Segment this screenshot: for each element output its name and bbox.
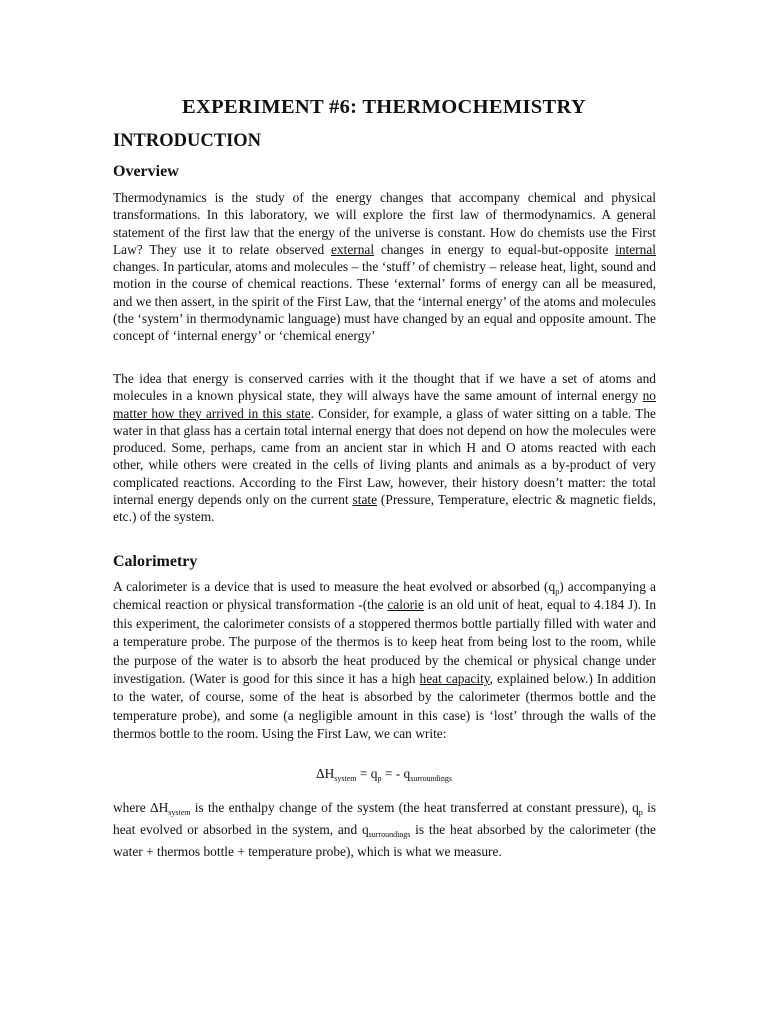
underlined-term: internal — [615, 241, 656, 257]
calorimetry-paragraph-2 — [113, 797, 656, 863]
text-run: The idea that energy is conserved carries with it the thought that if we have a set of atoms and molecules in a known physical state, they will always have the same amount of internal energy — [113, 371, 656, 404]
equation-term: ΔH — [315, 766, 335, 781]
subscript: p — [555, 587, 560, 596]
section-heading: INTRODUCTION — [113, 131, 262, 151]
overview-paragraph-1 — [113, 189, 656, 345]
subscript: system — [168, 808, 191, 817]
text-run: is the heat absorbed by the calorimeter (the water + thermos bottle + temperature probe), which is what we measure. — [113, 822, 656, 859]
underlined-term: heat capacity — [419, 671, 490, 687]
text-run: changes in energy to equal-but-opposite — [374, 241, 616, 257]
equals-sign: = — [356, 766, 371, 781]
text-run: where ΔH — [113, 800, 169, 815]
text-run: is an old unit of heat, equal to 4.184 J). In this experiment, the calorimeter consists of a stoppered thermos bottle partially filled with water and a temperature probe. The purpose of the thermos is to keep heat from being lost to the room, while the purpose of the water is to absorb the heat produced by the chemical or physical change under investigation. (Water is good for this since it has a high — [113, 597, 657, 687]
overview-paragraph-2 — [113, 370, 656, 526]
enthalpy-equation — [0, 766, 768, 782]
text-run: is heat evolved or absorbed in the system, and q — [113, 800, 656, 837]
text-run: changes. In particular, atoms and molecules – the ‘stuff’ of chemistry – release heat, light, sound and motion in the course of chemical reactions. These ‘external’ forms of energy can all be measured, and we then assert, in the spirit of the First Law, that the ‘internal energy’ of the atoms and molecules (the ‘system’ in thermodynamic language) must have changed by an equal and opposite amount. The concept of ‘internal energy’ or ‘chemical energy’ — [113, 259, 656, 344]
subscript: surroundings — [368, 830, 411, 839]
calorimetry-paragraph-1 — [113, 578, 656, 744]
equation-term: q — [403, 766, 411, 781]
subscript: system — [334, 774, 357, 783]
equals-sign: = - — [381, 766, 404, 781]
underlined-term: no matter how they arrived in this state — [113, 388, 656, 421]
subscript: surroundings — [410, 774, 453, 783]
page-title: EXPERIMENT #6: THERMOCHEMISTRY — [182, 96, 586, 118]
text-run: Thermodynamics is the study of the energy changes that accompany chemical and physical transformations. In this laboratory, we will explore the first law of thermodynamics. A general statement of the first law that the energy of the universe is constant. How do chemists use the First Law? They use it to relate observed — [113, 190, 656, 257]
calorimetry-heading: Calorimetry — [113, 553, 198, 570]
underlined-term: external — [330, 241, 375, 257]
overview-heading: Overview — [113, 163, 179, 180]
text-run: A calorimeter is a device that is used to measure the heat evolved or absorbed (q — [113, 579, 556, 594]
text-run: ) accompanying a chemical reaction or physical transformation -(the — [113, 579, 656, 613]
text-run: , explained below.) In addition to the water, of course, some of the heat is absorbed by the calorimeter (thermos bottle and the temperature probe), and some (a negligible amount in this case) is ‘lost’ through the walls of the thermos bottle to the room. Using the First Law, we can write: — [113, 671, 656, 742]
equation-term: q — [370, 766, 378, 781]
subscript: p — [377, 774, 382, 783]
text-run: . Consider, for example, a glass of water sitting on a table. The water in that glass has a certain total internal energy that does not depend on how the molecules were produced. Some, perhaps, came from an ancient star in which H and O atoms reacted with each other, while others were created in the cells of living plants and animals as a by-product of very complicated reactions. According to the First Law, however, their history doesn’t matter: the total internal energy depends only on the current — [113, 405, 656, 508]
underlined-term: calorie — [387, 597, 424, 613]
text-run: (Pressure, Temperature, electric & magnetic fields, etc.) of the system. — [113, 492, 656, 525]
underlined-term: state — [352, 492, 378, 508]
text-run: is the enthalpy change of the system (the heat transferred at constant pressure), q — [190, 800, 639, 815]
subscript: p — [638, 808, 643, 817]
